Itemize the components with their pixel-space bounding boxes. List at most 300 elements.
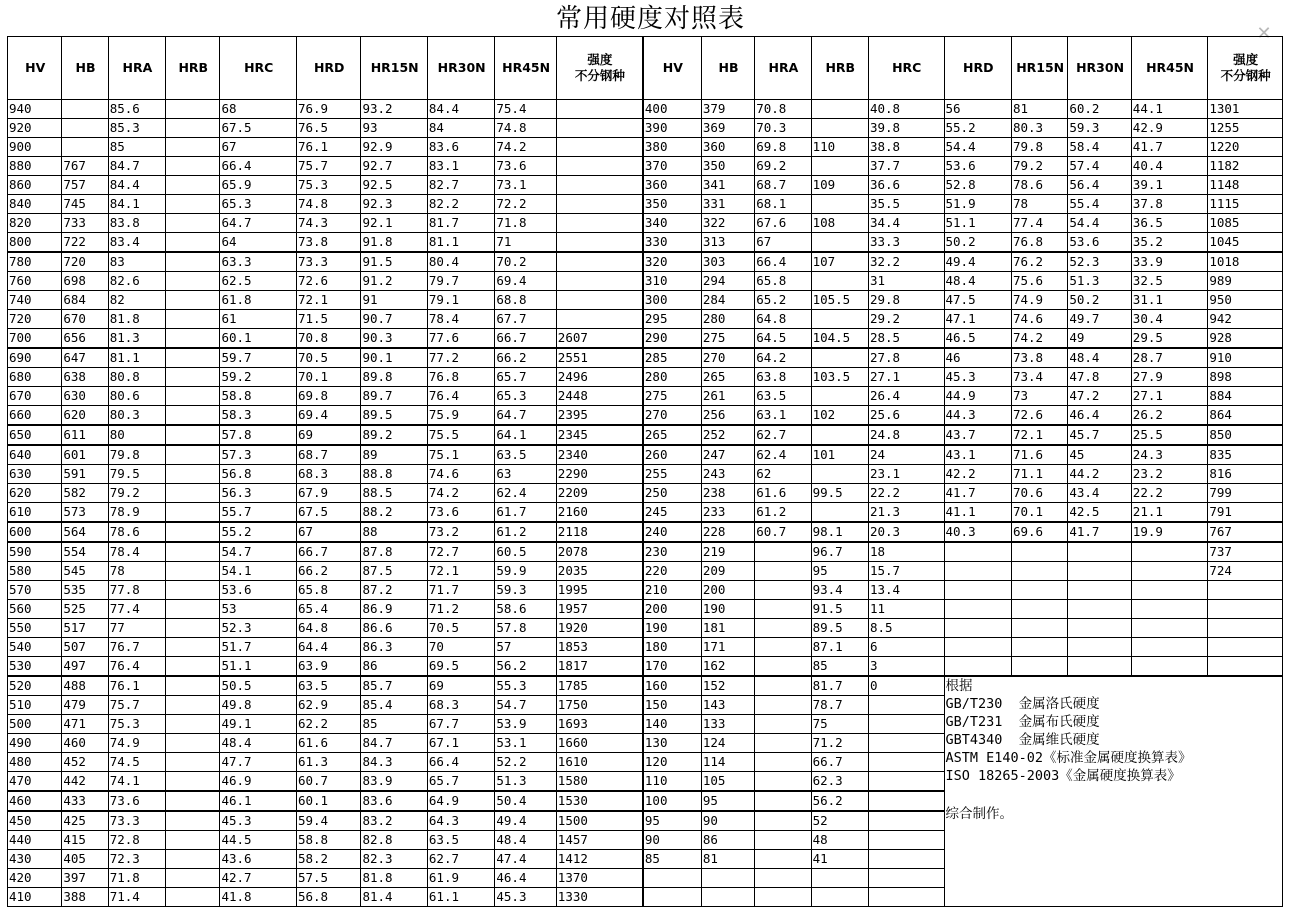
table-cell xyxy=(166,329,220,349)
table-cell: 369 xyxy=(701,119,754,138)
table-cell: 79.7 xyxy=(427,272,494,291)
table-cell: 52 xyxy=(811,811,868,831)
table-cell: 54.1 xyxy=(220,562,297,581)
table-cell xyxy=(166,869,220,888)
table-cell: 46 xyxy=(944,348,1011,368)
table-cell: 55.3 xyxy=(495,676,556,696)
column-header-hrb: HRB xyxy=(166,37,220,100)
table-cell: 80.8 xyxy=(108,368,165,387)
table-cell xyxy=(166,696,220,715)
table-cell xyxy=(811,195,868,214)
table-cell xyxy=(868,715,944,734)
table-cell: 92.5 xyxy=(361,176,427,195)
table-cell: 350 xyxy=(701,157,754,176)
table-cell: 63.8 xyxy=(755,368,811,387)
table-cell xyxy=(868,831,944,850)
table-cell: 78.9 xyxy=(108,503,165,523)
table-cell xyxy=(166,888,220,907)
table-cell: 1995 xyxy=(556,581,643,600)
table-cell: 120 xyxy=(643,753,701,772)
table-cell: 62.4 xyxy=(755,445,811,465)
table-cell: 1018 xyxy=(1208,252,1283,272)
table-cell: 51.9 xyxy=(944,195,1011,214)
table-cell: 757 xyxy=(62,176,108,195)
table-cell: 95 xyxy=(811,562,868,581)
table-cell: 71 xyxy=(495,233,556,253)
table-cell: 90 xyxy=(701,811,754,831)
table-cell: 44.1 xyxy=(1131,100,1208,119)
table-cell: 280 xyxy=(643,368,701,387)
table-cell: 390 xyxy=(643,119,701,138)
table-cell: 152 xyxy=(701,676,754,696)
table-cell: 79.8 xyxy=(108,445,165,465)
table-cell: 630 xyxy=(62,387,108,406)
table-cell: 81 xyxy=(1011,100,1067,119)
table-cell: 2496 xyxy=(556,368,643,387)
table-cell: 59.7 xyxy=(220,348,297,368)
table-cell: 340 xyxy=(643,214,701,233)
table-row xyxy=(8,581,1283,600)
table-cell: 114 xyxy=(701,753,754,772)
table-cell: 105 xyxy=(701,772,754,792)
table-cell: 280 xyxy=(701,310,754,329)
note-line: GBT4340 金属维氏硬度 xyxy=(945,732,1100,748)
table-cell xyxy=(166,753,220,772)
table-row xyxy=(8,329,1283,349)
table-cell xyxy=(1068,581,1131,600)
table-cell xyxy=(1131,619,1208,638)
table-cell: 82.2 xyxy=(427,195,494,214)
column-header-hrd: HRD xyxy=(944,37,1011,100)
table-cell xyxy=(556,138,643,157)
table-cell: 74.2 xyxy=(427,484,494,503)
table-cell xyxy=(811,503,868,523)
table-cell: 41 xyxy=(811,850,868,869)
table-cell xyxy=(944,562,1011,581)
table-cell: 285 xyxy=(643,348,701,368)
table-cell xyxy=(811,348,868,368)
table-cell xyxy=(166,195,220,214)
table-cell: 91.5 xyxy=(361,252,427,272)
table-cell: 50.2 xyxy=(1068,291,1131,310)
table-cell: 41.7 xyxy=(1068,522,1131,542)
table-cell: 535 xyxy=(62,581,108,600)
table-cell: 433 xyxy=(62,791,108,811)
table-cell: 71.8 xyxy=(108,869,165,888)
table-cell: 72.6 xyxy=(296,272,360,291)
table-cell: 62.7 xyxy=(427,850,494,869)
table-cell xyxy=(1011,619,1067,638)
table-row xyxy=(8,119,1283,138)
table-cell: 210 xyxy=(643,581,701,600)
table-cell xyxy=(755,638,811,657)
table-cell: 405 xyxy=(62,850,108,869)
table-cell: 1301 xyxy=(1208,100,1283,119)
table-cell: 799 xyxy=(1208,484,1283,503)
note-line: GB/T231 金属布氏硬度 xyxy=(945,714,1100,730)
table-cell: 92.1 xyxy=(361,214,427,233)
table-cell: 1182 xyxy=(1208,157,1283,176)
table-cell: 83.1 xyxy=(427,157,494,176)
table-cell: 72.2 xyxy=(495,195,556,214)
table-cell: 59.3 xyxy=(1068,119,1131,138)
table-cell: 69.8 xyxy=(296,387,360,406)
table-cell: 108 xyxy=(811,214,868,233)
table-cell: 379 xyxy=(701,100,754,119)
table-cell: 74.6 xyxy=(427,465,494,484)
table-cell: 660 xyxy=(8,406,62,426)
table-cell: 1148 xyxy=(1208,176,1283,195)
table-row xyxy=(8,214,1283,233)
table-cell: 71.2 xyxy=(811,734,868,753)
table-cell: 85.7 xyxy=(361,676,427,696)
table-cell: 940 xyxy=(8,100,62,119)
table-cell: 570 xyxy=(8,581,62,600)
column-header-强度-不分钢种: 强度 不分钢种 xyxy=(1208,37,1283,100)
column-header-hb: HB xyxy=(62,37,108,100)
table-row xyxy=(8,676,1283,696)
table-cell xyxy=(868,734,944,753)
table-cell: 24 xyxy=(868,445,944,465)
table-cell: 81.8 xyxy=(361,869,427,888)
table-cell: 74.2 xyxy=(495,138,556,157)
table-cell: 80.4 xyxy=(427,252,494,272)
table-cell: 52.8 xyxy=(944,176,1011,195)
table-cell: 63 xyxy=(495,465,556,484)
table-cell: 256 xyxy=(701,406,754,426)
table-cell: 15.7 xyxy=(868,562,944,581)
table-cell: 80.3 xyxy=(1011,119,1067,138)
table-cell: 1412 xyxy=(556,850,643,869)
table-cell: 70.1 xyxy=(296,368,360,387)
table-cell: 835 xyxy=(1208,445,1283,465)
table-cell: 1957 xyxy=(556,600,643,619)
table-cell xyxy=(811,869,868,888)
table-cell: 73.6 xyxy=(495,157,556,176)
table-cell xyxy=(166,542,220,562)
table-cell: 850 xyxy=(1208,425,1283,445)
table-cell: 460 xyxy=(8,791,62,811)
table-cell: 61.8 xyxy=(220,291,297,310)
table-cell: 860 xyxy=(8,176,62,195)
table-cell: 73.8 xyxy=(296,233,360,253)
table-cell: 600 xyxy=(8,522,62,542)
table-cell: 73.6 xyxy=(108,791,165,811)
table-cell: 53.1 xyxy=(495,734,556,753)
table-cell: 79.8 xyxy=(1011,138,1067,157)
table-cell: 74.2 xyxy=(1011,329,1067,349)
table-cell: 88.2 xyxy=(361,503,427,523)
table-cell xyxy=(166,157,220,176)
table-cell: 228 xyxy=(701,522,754,542)
table-cell: 400 xyxy=(643,100,701,119)
table-cell: 62 xyxy=(755,465,811,484)
table-cell xyxy=(944,600,1011,619)
table-cell: 102 xyxy=(811,406,868,426)
table-cell: 62.4 xyxy=(495,484,556,503)
column-header-hra: HRA xyxy=(108,37,165,100)
table-cell: 84.7 xyxy=(361,734,427,753)
table-cell: 900 xyxy=(8,138,62,157)
table-cell: 99.5 xyxy=(811,484,868,503)
table-cell: 124 xyxy=(701,734,754,753)
table-cell xyxy=(1131,600,1208,619)
table-cell: 388 xyxy=(62,888,108,907)
table-cell: 1115 xyxy=(1208,195,1283,214)
table-cell: 31 xyxy=(868,272,944,291)
table-cell: 2118 xyxy=(556,522,643,542)
table-cell: 54.7 xyxy=(495,696,556,715)
table-cell: 69.4 xyxy=(495,272,556,291)
table-cell: 56.8 xyxy=(296,888,360,907)
table-cell: 2395 xyxy=(556,406,643,426)
table-cell: 88.5 xyxy=(361,484,427,503)
note-line: 根据 xyxy=(945,678,973,694)
table-cell: 260 xyxy=(643,445,701,465)
table-cell: 83 xyxy=(108,252,165,272)
table-cell: 73 xyxy=(1011,387,1067,406)
table-cell: 70.6 xyxy=(1011,484,1067,503)
table-cell: 93 xyxy=(361,119,427,138)
table-cell xyxy=(868,888,944,907)
table-cell: 85.3 xyxy=(108,119,165,138)
table-row xyxy=(8,619,1283,638)
table-cell: 96.7 xyxy=(811,542,868,562)
table-cell: 942 xyxy=(1208,310,1283,329)
table-cell: 68.3 xyxy=(427,696,494,715)
table-cell: 3 xyxy=(868,657,944,677)
table-cell: 303 xyxy=(701,252,754,272)
table-cell xyxy=(701,888,754,907)
table-cell: 360 xyxy=(701,138,754,157)
table-cell: 43.4 xyxy=(1068,484,1131,503)
table-cell: 64.7 xyxy=(495,406,556,426)
table-cell xyxy=(755,619,811,638)
table-cell: 27.8 xyxy=(868,348,944,368)
table-cell: 55.2 xyxy=(220,522,297,542)
column-header-hrc: HRC xyxy=(868,37,944,100)
table-cell: 68.7 xyxy=(296,445,360,465)
table-cell: 181 xyxy=(701,619,754,638)
table-cell: 233 xyxy=(701,503,754,523)
table-cell xyxy=(755,676,811,696)
table-cell xyxy=(811,272,868,291)
table-cell: 89.7 xyxy=(361,387,427,406)
table-cell: 57.8 xyxy=(220,425,297,445)
table-cell: 80.3 xyxy=(108,406,165,426)
table-cell: 91.8 xyxy=(361,233,427,253)
table-cell: 74.5 xyxy=(108,753,165,772)
table-cell: 63.5 xyxy=(427,831,494,850)
table-cell xyxy=(755,831,811,850)
table-cell: 107 xyxy=(811,252,868,272)
table-cell xyxy=(811,100,868,119)
column-header-hr15n: HR15N xyxy=(1011,37,1067,100)
table-cell: 350 xyxy=(643,195,701,214)
table-row xyxy=(8,406,1283,426)
table-cell: 59.2 xyxy=(220,368,297,387)
table-cell: 425 xyxy=(62,811,108,831)
table-cell: 255 xyxy=(643,465,701,484)
table-cell: 42.5 xyxy=(1068,503,1131,523)
table-cell: 55.2 xyxy=(944,119,1011,138)
table-cell: 68.8 xyxy=(495,291,556,310)
table-cell: 49.8 xyxy=(220,696,297,715)
table-cell: 45 xyxy=(1068,445,1131,465)
table-cell: 110 xyxy=(811,138,868,157)
table-cell xyxy=(755,888,811,907)
table-cell: 200 xyxy=(701,581,754,600)
table-cell: 41.7 xyxy=(944,484,1011,503)
table-cell: 460 xyxy=(62,734,108,753)
table-cell xyxy=(556,233,643,253)
table-cell: 2551 xyxy=(556,348,643,368)
header-row xyxy=(8,37,1283,100)
table-cell xyxy=(166,734,220,753)
table-cell: 265 xyxy=(643,425,701,445)
table-cell xyxy=(811,425,868,445)
table-cell: 507 xyxy=(62,638,108,657)
table-cell: 72.8 xyxy=(108,831,165,850)
table-row xyxy=(8,638,1283,657)
table-cell: 84.3 xyxy=(361,753,427,772)
table-cell: 23.2 xyxy=(1131,465,1208,484)
table-cell: 72.3 xyxy=(108,850,165,869)
table-cell: 219 xyxy=(701,542,754,562)
table-cell: 66.4 xyxy=(427,753,494,772)
table-cell: 41.1 xyxy=(944,503,1011,523)
table-cell: 43.6 xyxy=(220,850,297,869)
table-cell: 564 xyxy=(62,522,108,542)
table-cell: 320 xyxy=(643,252,701,272)
table-cell: 1457 xyxy=(556,831,643,850)
table-cell: 910 xyxy=(1208,348,1283,368)
table-cell: 2340 xyxy=(556,445,643,465)
table-cell: 35.2 xyxy=(1131,233,1208,253)
table-cell: 32.5 xyxy=(1131,272,1208,291)
table-cell: 89.5 xyxy=(811,619,868,638)
table-cell xyxy=(166,425,220,445)
table-cell: 98.1 xyxy=(811,522,868,542)
table-cell xyxy=(755,850,811,869)
table-cell: 160 xyxy=(643,676,701,696)
table-cell: 69.4 xyxy=(296,406,360,426)
table-cell: 52.2 xyxy=(495,753,556,772)
table-cell: 92.9 xyxy=(361,138,427,157)
table-cell: 66.7 xyxy=(495,329,556,349)
table-cell: 1610 xyxy=(556,753,643,772)
table-cell xyxy=(1068,562,1131,581)
table-cell: 57.8 xyxy=(495,619,556,638)
table-cell xyxy=(1208,619,1283,638)
column-header-hrc: HRC xyxy=(220,37,297,100)
table-cell: 65.4 xyxy=(296,600,360,619)
table-cell: 230 xyxy=(643,542,701,562)
table-cell xyxy=(166,214,220,233)
column-header-hr15n: HR15N xyxy=(361,37,427,100)
table-cell: 65.8 xyxy=(296,581,360,600)
table-cell: 49.1 xyxy=(220,715,297,734)
table-cell xyxy=(1131,562,1208,581)
table-cell: 26.4 xyxy=(868,387,944,406)
table-cell: 83.6 xyxy=(361,791,427,811)
table-cell: 300 xyxy=(643,291,701,310)
table-cell xyxy=(556,176,643,195)
table-cell: 82.7 xyxy=(427,176,494,195)
table-cell xyxy=(166,465,220,484)
table-row xyxy=(8,522,1283,542)
table-cell: 360 xyxy=(643,176,701,195)
table-cell: 41.8 xyxy=(220,888,297,907)
table-cell: 32.2 xyxy=(868,252,944,272)
table-cell: 420 xyxy=(8,869,62,888)
table-cell: 0 xyxy=(868,676,944,696)
table-cell: 61.2 xyxy=(755,503,811,523)
table-cell: 698 xyxy=(62,272,108,291)
table-cell: 58.8 xyxy=(220,387,297,406)
table-cell: 56.8 xyxy=(220,465,297,484)
table-cell: 77.6 xyxy=(427,329,494,349)
table-cell: 647 xyxy=(62,348,108,368)
table-cell: 56.2 xyxy=(495,657,556,677)
table-cell: 40.8 xyxy=(868,100,944,119)
table-cell: 442 xyxy=(62,772,108,792)
table-cell: 490 xyxy=(8,734,62,753)
table-cell: 63.5 xyxy=(495,445,556,465)
table-cell: 67.7 xyxy=(495,310,556,329)
table-cell xyxy=(166,387,220,406)
table-cell: 37.7 xyxy=(868,157,944,176)
page-title: 常用硬度对照表 xyxy=(555,4,745,34)
table-cell: 42.7 xyxy=(220,869,297,888)
table-cell xyxy=(811,119,868,138)
table-cell: 64.8 xyxy=(296,619,360,638)
table-cell: 479 xyxy=(62,696,108,715)
table-cell xyxy=(868,791,944,811)
close-icon[interactable]: ✕ xyxy=(1256,23,1272,44)
table-cell xyxy=(166,831,220,850)
table-cell: 71.1 xyxy=(1011,465,1067,484)
table-cell: 133 xyxy=(701,715,754,734)
table-cell: 73.3 xyxy=(108,811,165,831)
column-header-hv: HV xyxy=(8,37,62,100)
table-cell: 70.8 xyxy=(296,329,360,349)
table-cell xyxy=(166,811,220,831)
table-cell: 61.2 xyxy=(495,522,556,542)
table-cell: 19.9 xyxy=(1131,522,1208,542)
table-cell: 238 xyxy=(701,484,754,503)
column-header-hb: HB xyxy=(701,37,754,100)
table-cell: 90.1 xyxy=(361,348,427,368)
table-cell: 71.2 xyxy=(427,600,494,619)
table-cell: 51.7 xyxy=(220,638,297,657)
table-cell: 13.4 xyxy=(868,581,944,600)
table-cell xyxy=(166,638,220,657)
table-cell: 2035 xyxy=(556,562,643,581)
table-cell: 70.1 xyxy=(1011,503,1067,523)
table-cell: 62.5 xyxy=(220,272,297,291)
table-cell: 816 xyxy=(1208,465,1283,484)
table-cell: 65.7 xyxy=(495,368,556,387)
table-row xyxy=(8,100,1283,119)
table-cell: 86.3 xyxy=(361,638,427,657)
table-cell: 864 xyxy=(1208,406,1283,426)
table-cell: 79.1 xyxy=(427,291,494,310)
table-cell xyxy=(166,291,220,310)
table-cell: 6 xyxy=(868,638,944,657)
table-cell xyxy=(166,522,220,542)
table-cell xyxy=(1011,600,1067,619)
